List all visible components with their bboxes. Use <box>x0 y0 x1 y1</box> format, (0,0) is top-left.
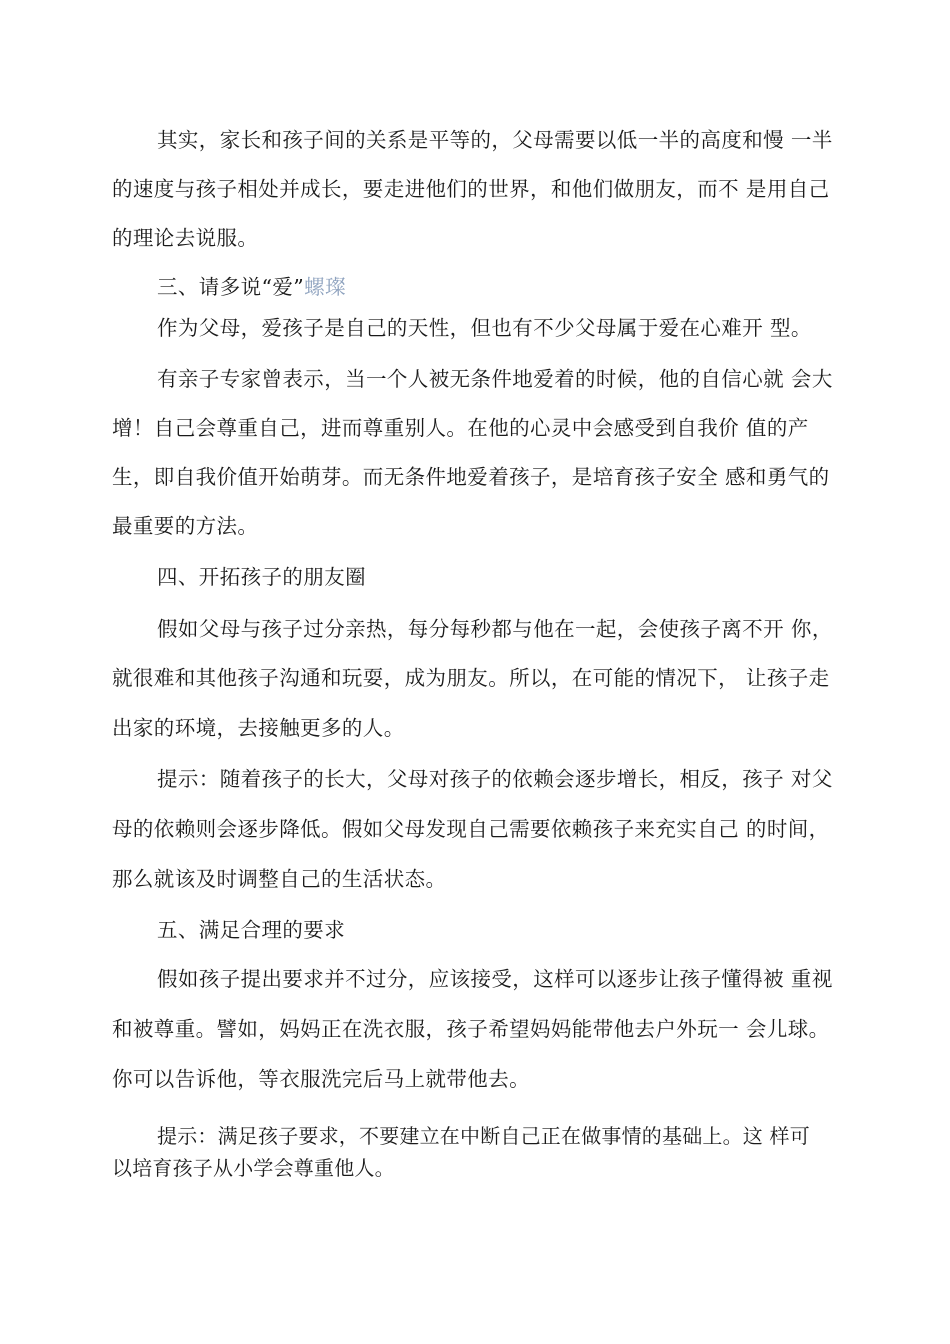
paragraph-line: 就很难和其他孩子沟通和玩耍，成为朋友。所以，在可能的情况下， 让孩子走 <box>112 666 830 690</box>
tip-line: 提示：满足孩子要求，不要建立在中断自己正在做事情的基础上。这 样可 <box>157 1124 810 1148</box>
tip-line: 那么就该及时调整自己的生活状态。 <box>112 867 447 891</box>
tip-line: 母的依赖则会逐步降低。假如父母发现自己需要依赖孩子来充实自己 的时间， <box>112 817 830 841</box>
tip-line: 提示：随着孩子的长大，父母对孩子的依赖会逐步增长，相反，孩子 对父 <box>157 767 833 791</box>
paragraph-line: 假如父母与孩子过分亲热，每分每秒都与他在一起，会使孩子离不开 你， <box>157 617 833 641</box>
paragraph-line: 你可以告诉他，等衣服洗完后马上就带他去。 <box>112 1067 530 1091</box>
heading-mark: 螺璨 <box>304 275 346 299</box>
paragraph-line: 的速度与孩子相处并成长，要走进他们的世界，和他们做朋友，而不 是用自己 <box>112 177 830 201</box>
section-heading-4: 四、开拓孩子的朋友圈 <box>157 565 366 589</box>
section-heading-text: 三、请多说“爱” <box>157 275 305 299</box>
paragraph-line: 的理论去说服。 <box>112 226 259 250</box>
section-heading-5: 五、满足合理的要求 <box>157 918 346 942</box>
paragraph-line: 增！自己会尊重自己，进而尊重别人。在他的心灵中会感受到自我价 值的产 <box>112 416 809 440</box>
paragraph-line: 生，即自我价值开始萌芽。而无条件地爱着孩子，是培育孩子安全 感和勇气的 <box>112 465 830 489</box>
section-heading-3 <box>157 275 346 299</box>
paragraph-line: 出家的环境，去接触更多的人。 <box>112 716 405 740</box>
paragraph-line: 假如孩子提出要求并不过分，应该接受，这样可以逐步让孩子懂得被 重视 <box>157 967 833 991</box>
paragraph-line: 作为父母，爱孩子是自己的天性，但也有不少父母属于爱在心难开 型。 <box>157 316 812 340</box>
paragraph-line: 最重要的方法。 <box>112 514 259 538</box>
tip-line: 以培育孩子从小学会尊重他人。 <box>112 1156 395 1180</box>
paragraph-line: 有亲子专家曾表示，当一个人被无条件地爱着的时候，他的自信心就 会大 <box>157 367 833 391</box>
paragraph-line: 其实，家长和孩子间的关系是平等的，父母需要以低一半的高度和慢 一半 <box>157 128 833 152</box>
paragraph-line: 和被尊重。譬如，妈妈正在洗衣服，孩子希望妈妈能带他去户外玩一 会儿球。 <box>112 1017 830 1041</box>
